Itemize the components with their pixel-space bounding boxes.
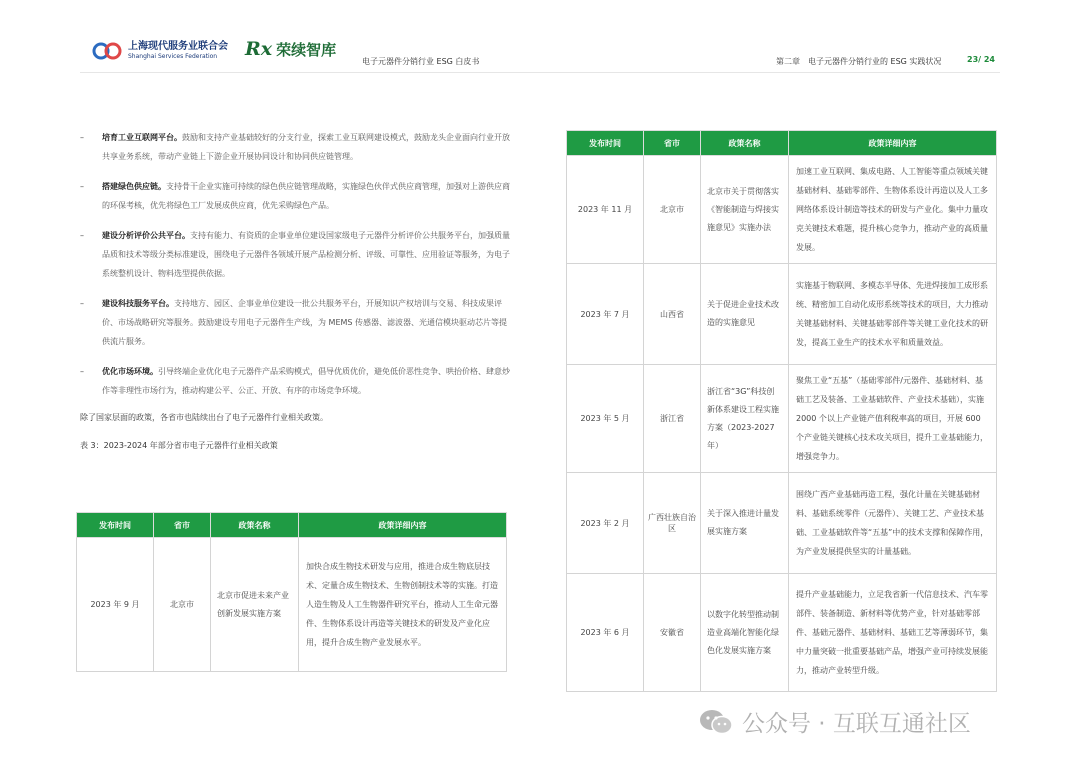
ssf-name-en: Shanghai Services Federation [128,53,218,60]
bullet-item [80,177,510,215]
bullet-text: 引导终端企业优化电子元器件产品采购模式，倡导优质优价，避免低价恶性竞争、哄抬价格、肆意炒作等非理性市场行为，推动构建公平、公正、开放、有序的市场竞争环境。 [102,367,510,395]
bullet-dash: – [80,133,84,142]
table-row [567,473,997,574]
bullet-dash: – [80,299,84,308]
cell-region: 浙江省 [644,365,701,473]
bullet-dash: – [80,367,84,376]
cell-region: 山西省 [644,264,701,365]
rx-logo-name: 荣续智库 [276,40,337,59]
cell-policy-detail: 加快合成生物技术研发与应用，推进合成生物底层技术、定量合成生物技术、生物创制技术等的实施。打造人造生物及人工生物器件研究平台，推动人工生命元器件、生物体系设计再造等关键技术的研发及产业化应用，提升合成生物产业发展水平。 [299,538,507,672]
bullet-item [80,362,510,400]
cell-policy-name: 浙江省“3G”科技创新体系建设工程实施方案（2023-2027 年） [701,365,789,473]
cell-policy-name: 北京市促进未来产业创新发展实施方案 [211,538,299,672]
watermark [698,705,971,738]
header-divider [80,72,1000,73]
header-policy-detail: 政策详细内容 [299,513,507,538]
header-region: 省市 [154,513,211,538]
bullet-item [80,294,510,351]
table-row [567,264,997,365]
cell-region: 安徽省 [644,574,701,692]
cell-policy-detail: 提升产业基础能力，立足我省新一代信息技术、汽车零部件、装备制造、新材料等优势产业，针对基础零部件、基础元器件、基础材料、基础工艺等薄弱环节，集中力量突破一批重要基础产品，增强产业可持续发展能力，推动产业转型升级。 [789,574,997,692]
intro-paragraph: 除了国家层面的政策，各省市也陆续出台了电子元器件行业相关政策。 [80,413,328,422]
table-row [567,156,997,264]
ssf-logo-icon [92,40,122,62]
header-date: 发布时间 [567,131,644,156]
cell-date: 2023 年 7 月 [567,264,644,365]
policy-table-left [76,512,507,672]
table-row [567,365,997,473]
cell-region: 北京市 [644,156,701,264]
cell-date: 2023 年 5 月 [567,365,644,473]
document-title: 电子元器件分销行业 ESG 白皮书 [362,57,480,66]
cell-date: 2023 年 11 月 [567,156,644,264]
header-policy-name: 政策名称 [701,131,789,156]
cell-policy-name: 关于促进企业技术改造的实施意见 [701,264,789,365]
cell-date: 2023 年 6 月 [567,574,644,692]
cell-policy-name: 关于深入推进计量发展实施方案 [701,473,789,574]
cell-policy-name: 北京市关于贯彻落实《智能制造与焊接实施意见》实施办法 [701,156,789,264]
table-header-row [77,513,507,538]
header-policy-detail: 政策详细内容 [789,131,997,156]
header-date: 发布时间 [77,513,154,538]
rx-logo-mark: Rx [245,38,273,60]
table-caption: 表 3：2023-2024 年部分省市电子元器件行业相关政策 [80,441,278,450]
watermark-text: 公众号 · 互联互通社区 [742,711,971,737]
cell-policy-detail: 加速工业互联网、集成电路、人工智能等重点领域关键基础材料、基础零部件、生物体系设计再造以及人工多网络体系设计制造等技术的研发与产业化。集中力量攻克关键技术难题，提升核心竞争力，推动产业的高质量发展。 [789,156,997,264]
bullet-item [80,128,510,166]
bullet-text: 支持有能力、有资质的企事业单位建设国家级电子元器件分析评价公共服务平台，加强质量品质和技术等级分类标准建设，围绕电子元器件各领域开展产品检测分析、评级、可靠性、应用验证等服务，为电子系统整机设计、物料选型提供依据。 [102,231,510,278]
ssf-logo [92,40,228,62]
page-number: 23/ 24 [967,55,995,64]
ssf-name-cn: 上海现代服务业联合会 [128,41,228,52]
left-column [80,128,510,463]
cell-date: 2023 年 9 月 [77,538,154,672]
wechat-icon [698,708,734,736]
cell-policy-detail: 聚焦工业“五基”（基础零部件/元器件、基础材料、基础工艺及装备、工业基础软件、产业技术基础），实施 2000 个以上产业链产值利税率高的项目，开展 600 个产业链关键核心技术攻关项目，提升工业基础能力，增强竞争力。 [789,365,997,473]
bullet-dash: – [80,182,84,191]
bullet-lead: 建设科技服务平台。 [102,299,174,308]
cell-date: 2023 年 2 月 [567,473,644,574]
chapter-title: 第二章 电子元器件分销行业的 ESG 实践状况 [776,57,942,66]
table-row [77,538,507,672]
table-row [567,574,997,692]
bullet-text: 支持骨干企业实施可持续的绿色供应链管理战略，实施绿色伙伴式供应商管理，加强对上游供应商的环保考核，优先将绿色工厂发展成供应商，优先采购绿色产品。 [102,182,510,210]
bullet-lead: 搭建绿色供应链。 [102,182,166,191]
cell-policy-detail: 实施基于物联网、多模态半导体、先进焊接加工成形系统、精密加工自动化成形系统等技术的项目，大力推动关键基础材料、关键基础零部件等关键工业化技术的研发，提高工业生产的技术水平和质量效益。 [789,264,997,365]
header-policy-name: 政策名称 [211,513,299,538]
header-region: 省市 [644,131,701,156]
cell-policy-detail: 围绕广西产业基础再造工程，强化计量在关键基础材料、基础系统零件（元器件）、关键工艺、产业技术基础、工业基础软件等“五基”中的技术支撑和保障作用，为产业发展提供坚实的计量基础。 [789,473,997,574]
cell-policy-name: 以数字化转型推动制造业高端化智能化绿色化发展实施方案 [701,574,789,692]
bullet-lead: 建设分析评价公共平台。 [102,231,190,240]
cell-region: 广西壮族自治区 [644,473,701,574]
table-header-row [567,131,997,156]
bullet-lead: 优化市场环境。 [102,367,158,376]
bullet-text: 支持地方、园区、企事业单位建设一批公共服务平台，开展知识产权培训与交易、科技成果评价、市场战略研究等服务。鼓励建设专用电子元器件生产线，为 MEMS 传感器、滤波器、光通信模块驱动芯片等提供流片服务。 [102,299,508,346]
bullet-text: 鼓励和支持产业基础较好的分支行业，探索工业互联网建设模式，鼓励龙头企业面向行业开放共享业务系统，带动产业链上下游企业开展协同设计和协同供应链管理。 [102,133,510,161]
policy-table-right [566,130,997,692]
bullet-item [80,226,510,283]
bullet-dash: – [80,231,84,240]
rx-think-tank-logo [245,38,336,60]
bullet-lead: 培育工业互联网平台。 [102,133,182,142]
cell-region: 北京市 [154,538,211,672]
page-header [0,0,1080,90]
